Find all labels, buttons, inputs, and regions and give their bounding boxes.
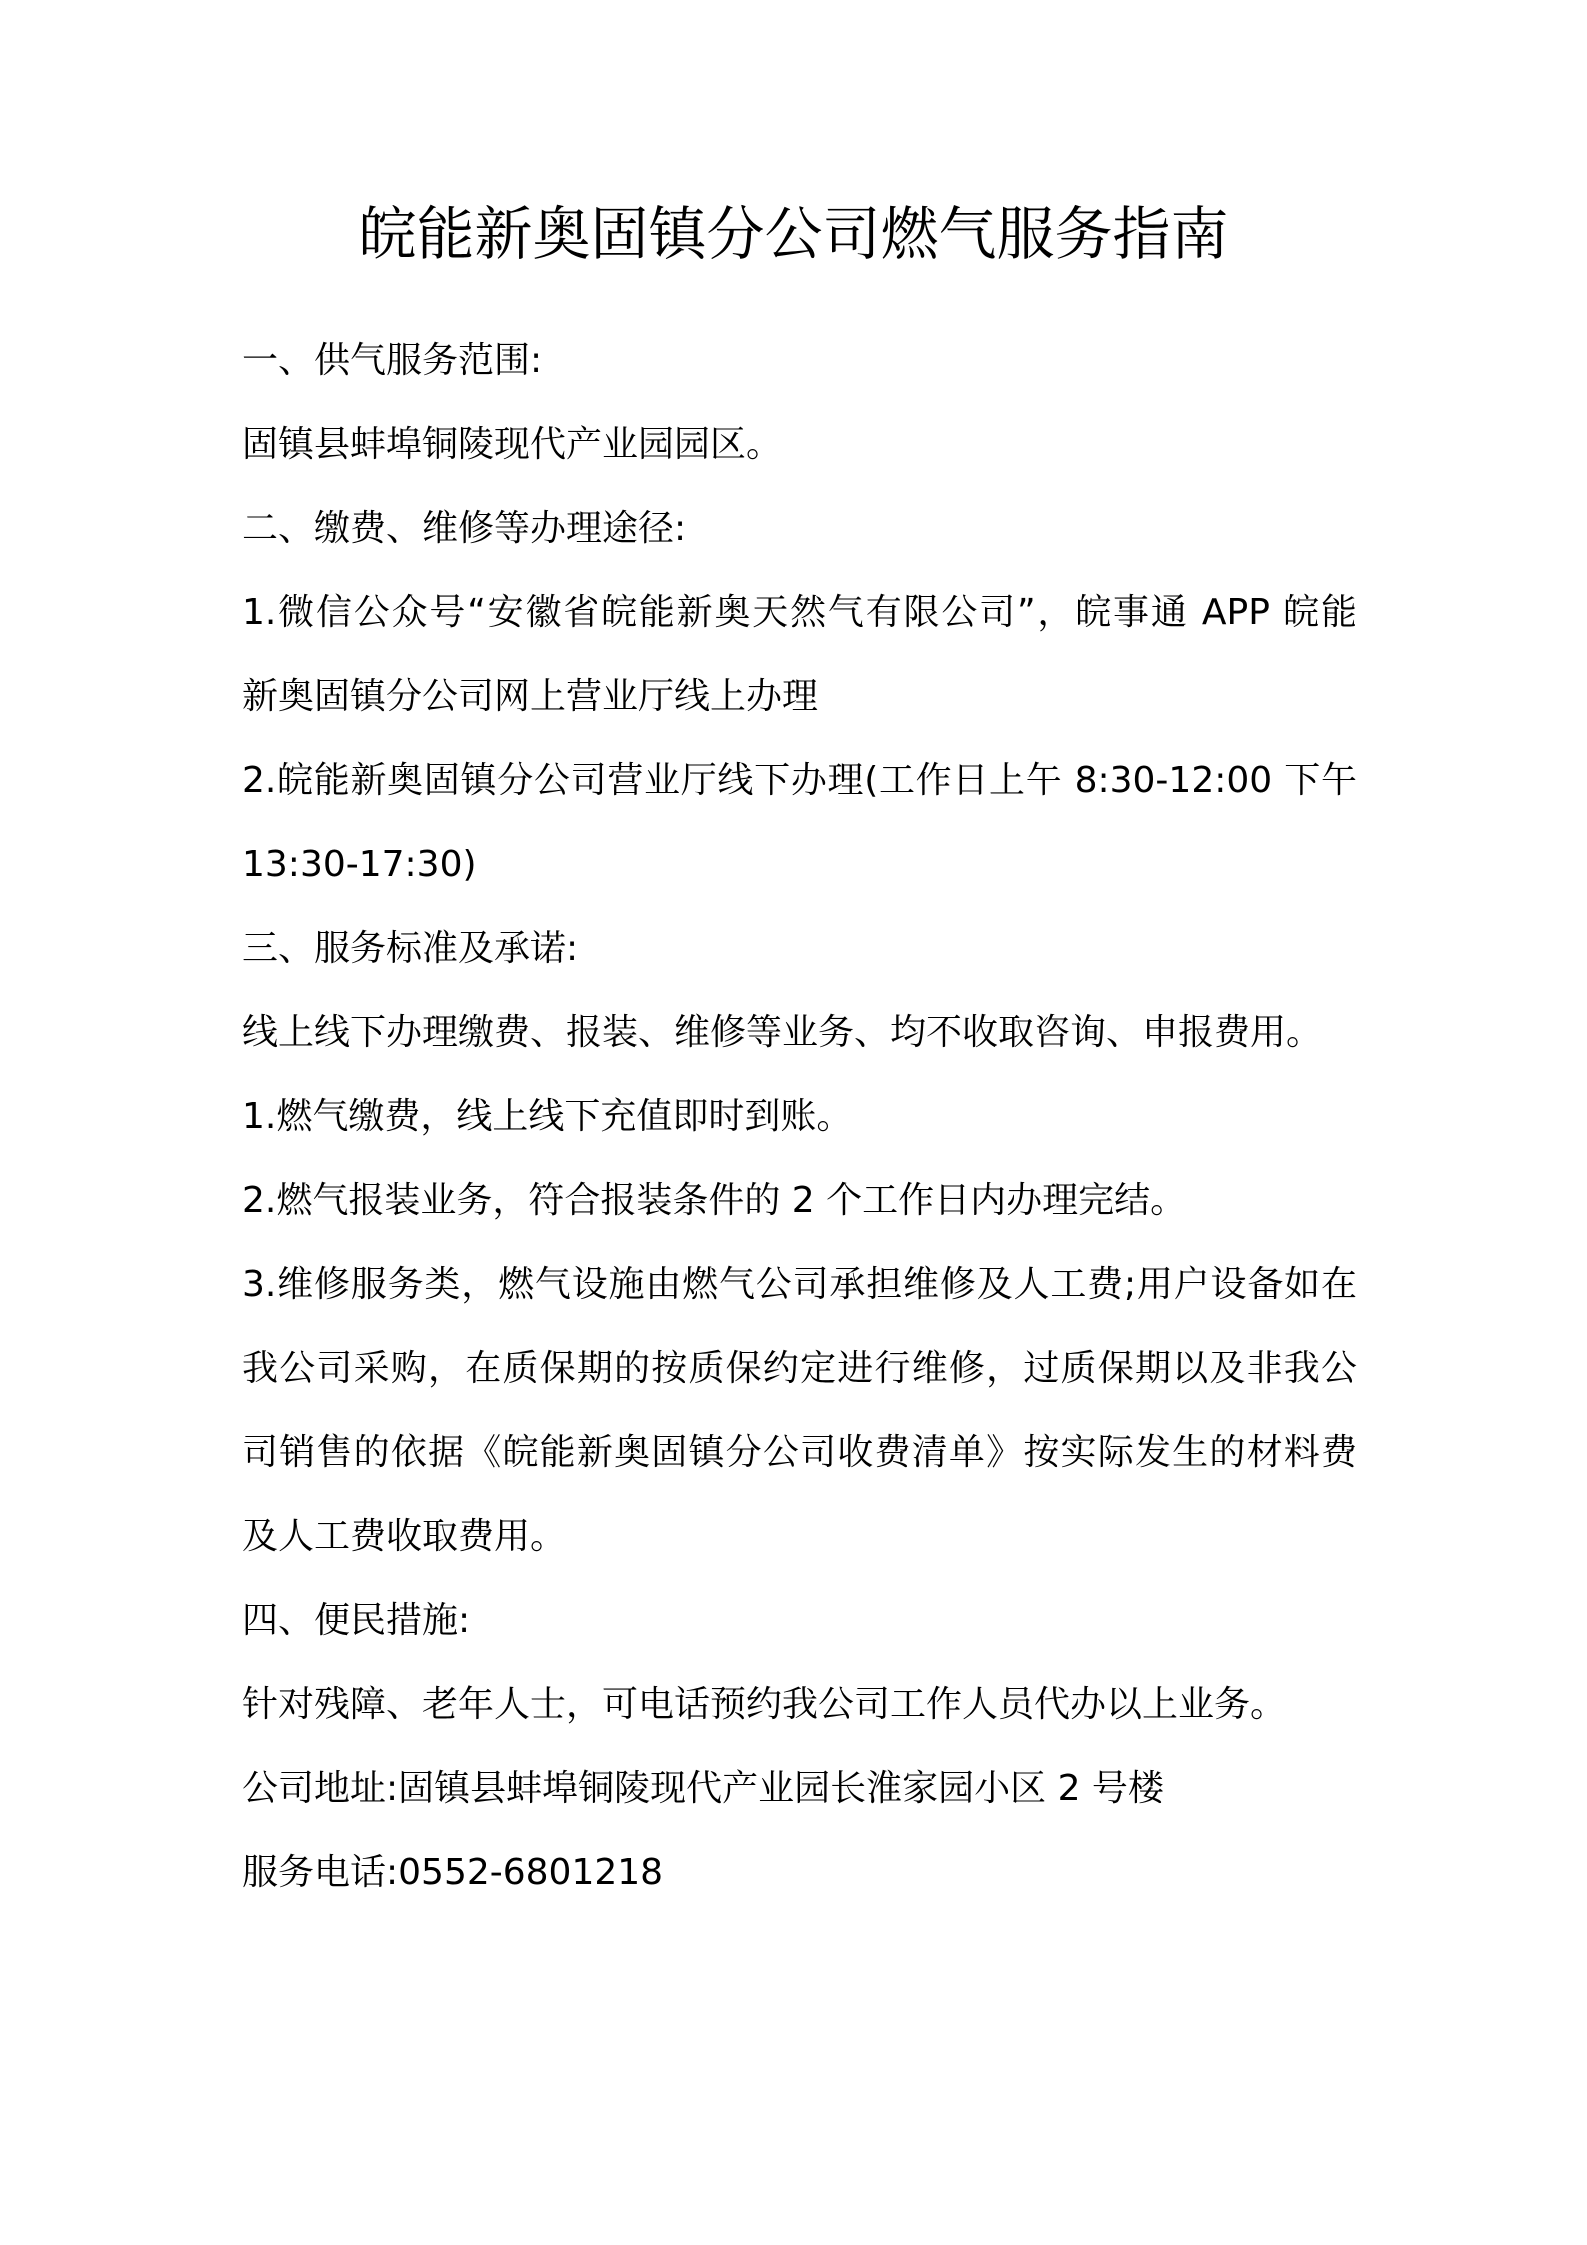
text-line: 13:30-17:30) xyxy=(242,844,477,885)
text-line: 公司地址:固镇县蚌埠铜陵现代产业园长淮家园小区 2 号楼 xyxy=(242,1768,1164,1809)
text-line: 二、缴费、维修等办理途径: xyxy=(242,508,687,549)
paragraph xyxy=(242,907,1357,991)
document-body xyxy=(242,319,1357,1915)
text-line: 新奥固镇分公司网上营业厅线上办理 xyxy=(242,676,819,717)
text-line: 1.燃气缴费，线上线下充值即时到账。 xyxy=(242,1096,853,1137)
text-line: 四、便民措施: xyxy=(242,1600,471,1641)
text-line: 针对残障、老年人士，可电话预约我公司工作人员代办以上业务。 xyxy=(242,1684,1287,1725)
text-line: 司销售的依据《皖能新奥固镇分公司收费清单》按实际发生的材料费 xyxy=(242,1432,1357,1473)
paragraph xyxy=(242,1579,1357,1663)
text-line: 2.燃气报装业务，符合报装条件的 2 个工作日内办理完结。 xyxy=(242,1180,1187,1221)
paragraph xyxy=(242,1243,1357,1579)
text-line: 三、服务标准及承诺: xyxy=(242,928,579,969)
text-line: 1.微信公众号“安徽省皖能新奥天然气有限公司”，皖事通 APP 皖能 xyxy=(242,592,1357,633)
paragraph xyxy=(242,1663,1357,1747)
paragraph xyxy=(242,487,1357,571)
text-line: 我公司采购，在质保期的按质保约定进行维修，过质保期以及非我公 xyxy=(242,1348,1357,1389)
paragraph xyxy=(242,1159,1357,1243)
paragraph xyxy=(242,1831,1357,1915)
text-line: 及人工费收取费用。 xyxy=(242,1516,567,1557)
text-line: 线上线下办理缴费、报装、维修等业务、均不收取咨询、申报费用。 xyxy=(242,1012,1323,1053)
paragraph xyxy=(242,739,1357,907)
document-title: 皖能新奥固镇分公司燃气服务指南 xyxy=(358,200,1229,268)
paragraph xyxy=(242,571,1357,739)
paragraph xyxy=(242,1747,1357,1831)
paragraph xyxy=(242,1075,1357,1159)
text-line: 服务电话:0552-6801218 xyxy=(242,1852,664,1893)
paragraph xyxy=(242,403,1357,487)
text-line: 固镇县蚌埠铜陵现代产业园园区。 xyxy=(242,424,783,465)
text-line: 一、供气服务范围: xyxy=(242,340,543,381)
paragraph xyxy=(242,319,1357,403)
text-line: 2.皖能新奥固镇分公司营业厅线下办理(工作日上午 8:30-12:00 下午 xyxy=(242,760,1357,801)
text-line: 3.维修服务类，燃气设施由燃气公司承担维修及人工费;用户设备如在 xyxy=(242,1264,1357,1305)
paragraph xyxy=(242,991,1357,1075)
